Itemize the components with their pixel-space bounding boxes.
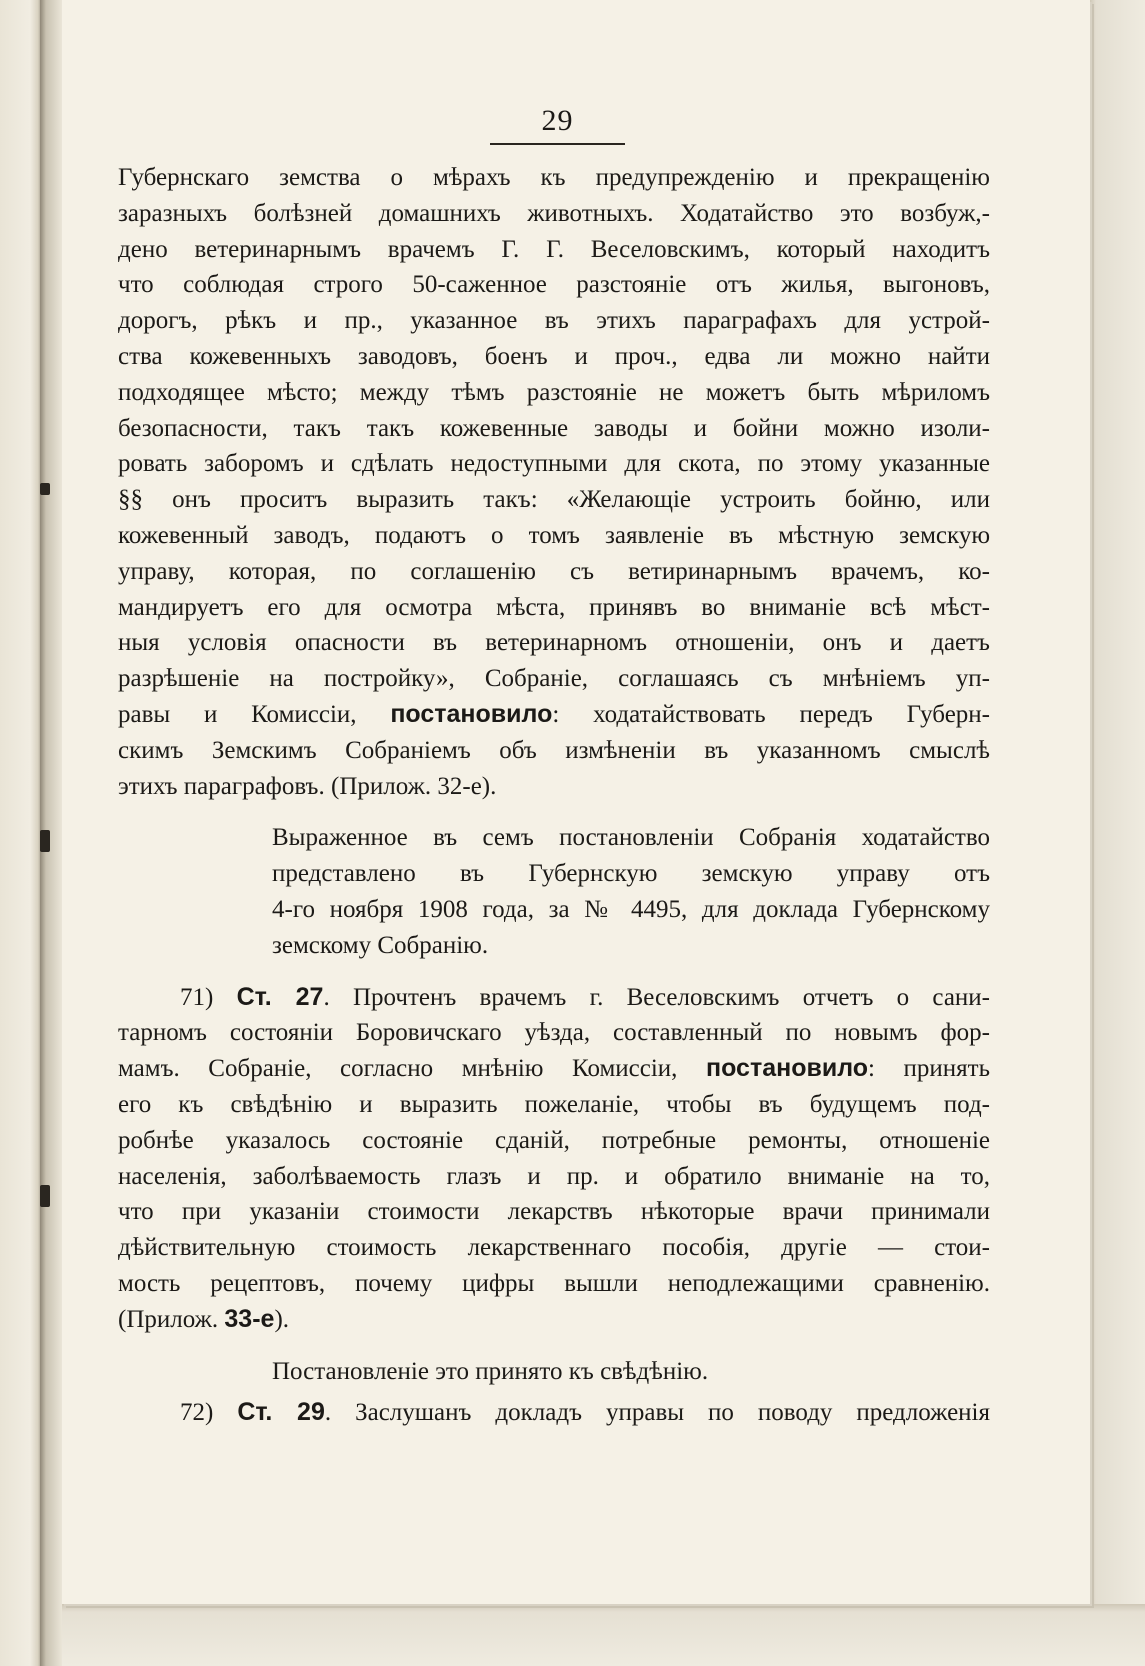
text-line: тарномъ состояніи Боровичскаго уѣзда, составленный по новымъ фор- <box>118 1019 990 1047</box>
item-number: 71) <box>180 983 237 1011</box>
paragraph-accepted-note <box>118 1354 990 1390</box>
text-line: его къ свѣдѣнію и выразить пожеланіе, чтобы въ будущемъ под- <box>118 1090 990 1118</box>
text-line: дорогъ, рѣкъ и пр., указанное въ этихъ параграфахъ для устрой- <box>118 307 990 335</box>
text-line: кожевенный заводъ, подаютъ о томъ заявленіе въ мѣстную земскую <box>118 521 990 549</box>
page-number-rule <box>490 143 625 145</box>
text-line: Постановленіе это принято къ свѣдѣнію. <box>272 1357 709 1385</box>
text-line: мандируетъ его для осмотра мѣста, принявъ во вниманіе всѣ мѣст- <box>118 593 990 621</box>
paragraph-forwarding-note <box>272 820 990 963</box>
previous-page-edge <box>0 0 40 1666</box>
text-segment: равы и Комиссіи, <box>118 700 391 728</box>
text-line: Выраженное въ семъ постановленіи Собранія ходатайство <box>272 824 990 852</box>
resolution-keyword: постановило <box>706 1054 869 1083</box>
text-segment: (Прилож. <box>118 1305 225 1333</box>
text-line: ства кожевенныхъ заводовъ, боенъ и проч., едва ли можно найти <box>118 342 990 370</box>
text-line: безопасности, такъ такъ кожевенные заводы и бойни можно изоли- <box>118 414 990 442</box>
text-segment: . Заслушанъ докладъ управы по поводу предложенія <box>324 1399 990 1427</box>
text-line: §§ онъ проситъ выразить такъ: «Желающіе устроить бойню, или <box>118 486 990 514</box>
text-line: скимъ Земскимъ Собраніемъ объ измѣненіи въ указанномъ смыслѣ <box>118 736 990 764</box>
paragraph-item-72 <box>118 1395 990 1431</box>
text-line: мость рецептовъ, почему цифры вышли неподлежащими сравненію. <box>118 1269 990 1297</box>
resolution-keyword: постановило <box>390 699 553 728</box>
text-line: разрѣшеніе на постройку», Собраніе, соглашаясь съ мнѣніемъ уп- <box>118 665 990 693</box>
text-line: населенія, заболѣваемость глазъ и пр. и обратило вниманіе на то, <box>118 1162 990 1190</box>
text-segment: . Прочтенъ врачемъ г. Веселовскимъ отчетъ о сани- <box>323 983 990 1011</box>
text-line: 4-го ноября 1908 года, за № 4495, для доклада Губернскому <box>272 895 990 923</box>
text-line: что соблюдая строго 50-саженное разстояніе отъ жилья, выгоновъ, <box>118 271 990 299</box>
text-line: ровать заборомъ и сдѣлать недоступными для скота, по этому указанные <box>118 450 990 478</box>
paragraph-item-71 <box>118 980 990 1338</box>
page-bottom-edge <box>62 1604 1145 1666</box>
text-line-with-appendix <box>118 1302 990 1338</box>
text-line-with-article <box>118 1395 990 1431</box>
text-line-with-resolution <box>118 697 990 733</box>
text-segment: мамъ. Собраніе, согласно мнѣнію Комиссіи, <box>118 1055 706 1083</box>
text-segment: ). <box>274 1305 290 1333</box>
text-line: подходящее мѣсто; между тѣмъ разстояніе не можетъ быть мѣриломъ <box>118 378 990 406</box>
text-line-with-resolution <box>118 1051 990 1087</box>
text-line: Губернскаго земства о мѣрахъ къ предупрежденію и прекращенію <box>118 164 990 191</box>
text-segment: : ходатайствовать передъ Губерн- <box>552 700 990 728</box>
page-number: 29 <box>541 104 574 137</box>
text-line: земскому Собранію. <box>272 931 489 959</box>
text-line: представлено въ Губернскую земскую управу отъ <box>272 860 990 888</box>
appendix-reference: 33-е <box>224 1304 275 1333</box>
text-line: ныя условія опасности въ ветеринарномъ отношеніи, онъ и даетъ <box>118 629 990 657</box>
text-segment: : принять <box>868 1055 990 1083</box>
binding-thread-mark <box>40 830 50 852</box>
text-line: заразныхъ болѣзней домашнихъ животныхъ. Ходатайство это возбуж,- <box>118 199 990 227</box>
item-number: 72) <box>180 1399 238 1427</box>
binding-thread-mark <box>40 1185 50 1207</box>
page-body <box>118 160 990 1431</box>
paragraph-petition <box>118 160 990 804</box>
text-line: что при указаніи стоимости лекарствъ нѣкоторые врачи принимали <box>118 1198 990 1226</box>
text-line-with-article <box>118 980 990 1016</box>
binding-thread-mark <box>40 483 50 495</box>
article-reference: Ст. 29 <box>237 1398 325 1427</box>
article-reference: Ст. 27 <box>236 982 324 1011</box>
text-line: дено ветеринарнымъ врачемъ Г. Г. Веселовскимъ, который находитъ <box>118 235 990 263</box>
text-line: робнѣе указалось состояніе сданій, потребные ремонты, отношеніе <box>118 1126 990 1154</box>
text-line: управу, которая, по соглашенію съ ветиринарнымъ врачемъ, ко- <box>118 557 990 585</box>
text-line: дѣйствительную стоимость лекарственнаго пособія, другіе — стои- <box>118 1234 990 1262</box>
page-right-edge <box>1090 0 1145 1666</box>
text-line: этихъ параграфовъ. (Прилож. 32-е). <box>118 772 497 800</box>
